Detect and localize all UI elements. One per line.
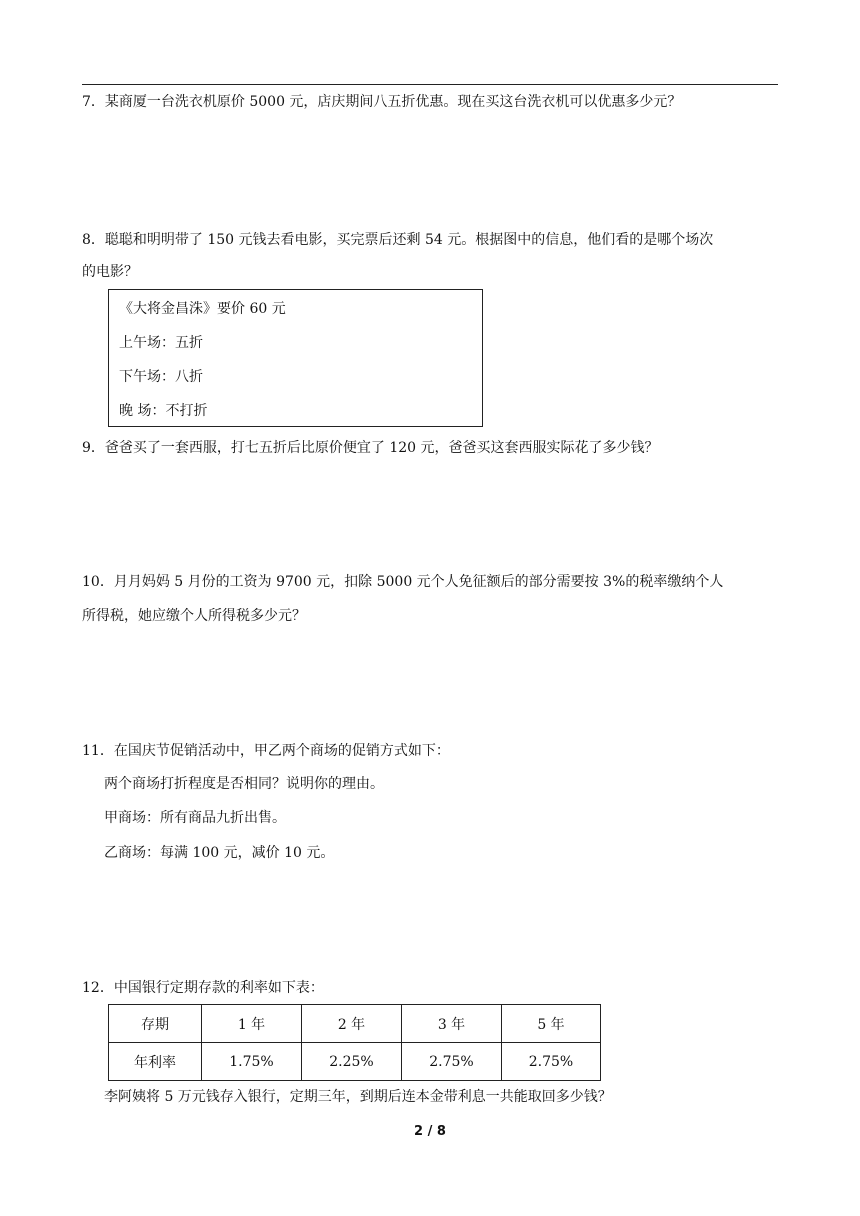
question-7-text: 7．某商厦一台洗衣机原价 5000 元，店庆期间八五折优惠。现在买这台洗衣机可以优惠多少元？ [82,94,682,110]
question-12-text: 12．中国银行定期存款的利率如下表： [82,980,324,996]
table-cell: 1.75% [202,1043,302,1081]
table-cell: 1 年 [202,1005,302,1043]
question-8-text-line-1: 8．聪聪和明明带了 150 元钱去看电影，买完票后还剩 54 元。根据图中的信息，他们看的是哪个场次 [82,232,714,248]
morning-show-line: 上午场：五折 [119,335,203,351]
question-10-text-line-1: 10．月月妈妈 5 月份的工资为 9700 元，扣除 5000 元个人免征额后的部分需要按 3%的税率缴纳个人 [82,574,724,590]
header-rule [82,84,778,85]
question-12-prompt: 李阿姨将 5 万元钱存入银行，定期三年，到期后连本金带利息一共能取回多少钱？ [104,1089,612,1105]
store-a-promotion: 甲商场：所有商品九折出售。 [104,810,286,826]
evening-show-line: 晚 场：不打折 [119,403,208,419]
table-cell: 5 年 [502,1005,601,1043]
table-cell: 存期 [109,1005,202,1043]
table-cell: 2.75% [402,1043,502,1081]
question-9-text: 9．爸爸买了一套西服，打七五折后比原价便宜了 120 元，爸爸买这套西服实际花了多少钱？ [82,440,659,456]
table-cell: 2.25% [302,1043,402,1081]
movie-price-box [108,289,483,427]
question-11-prompt: 两个商场打折程度是否相同？说明你的理由。 [104,776,384,792]
table-cell: 3 年 [402,1005,502,1043]
page-number: 2 / 8 [414,1124,446,1139]
interest-rate-table [108,1004,601,1081]
store-b-promotion: 乙商场：每满 100 元，减价 10 元。 [104,845,335,861]
movie-price-line: 《大将金昌洙》要价 60 元 [119,301,286,317]
table-cell: 年利率 [109,1043,202,1081]
afternoon-show-line: 下午场：八折 [119,369,203,385]
table-cell: 2.75% [502,1043,601,1081]
question-10-text-line-2: 所得税，她应缴个人所得税多少元？ [82,608,306,624]
table-row [109,1043,601,1081]
table-header-row [109,1005,601,1043]
table-cell: 2 年 [302,1005,402,1043]
question-11-text: 11．在国庆节促销活动中，甲乙两个商场的促销方式如下： [82,743,450,759]
question-8-text-line-2: 的电影？ [82,264,138,280]
